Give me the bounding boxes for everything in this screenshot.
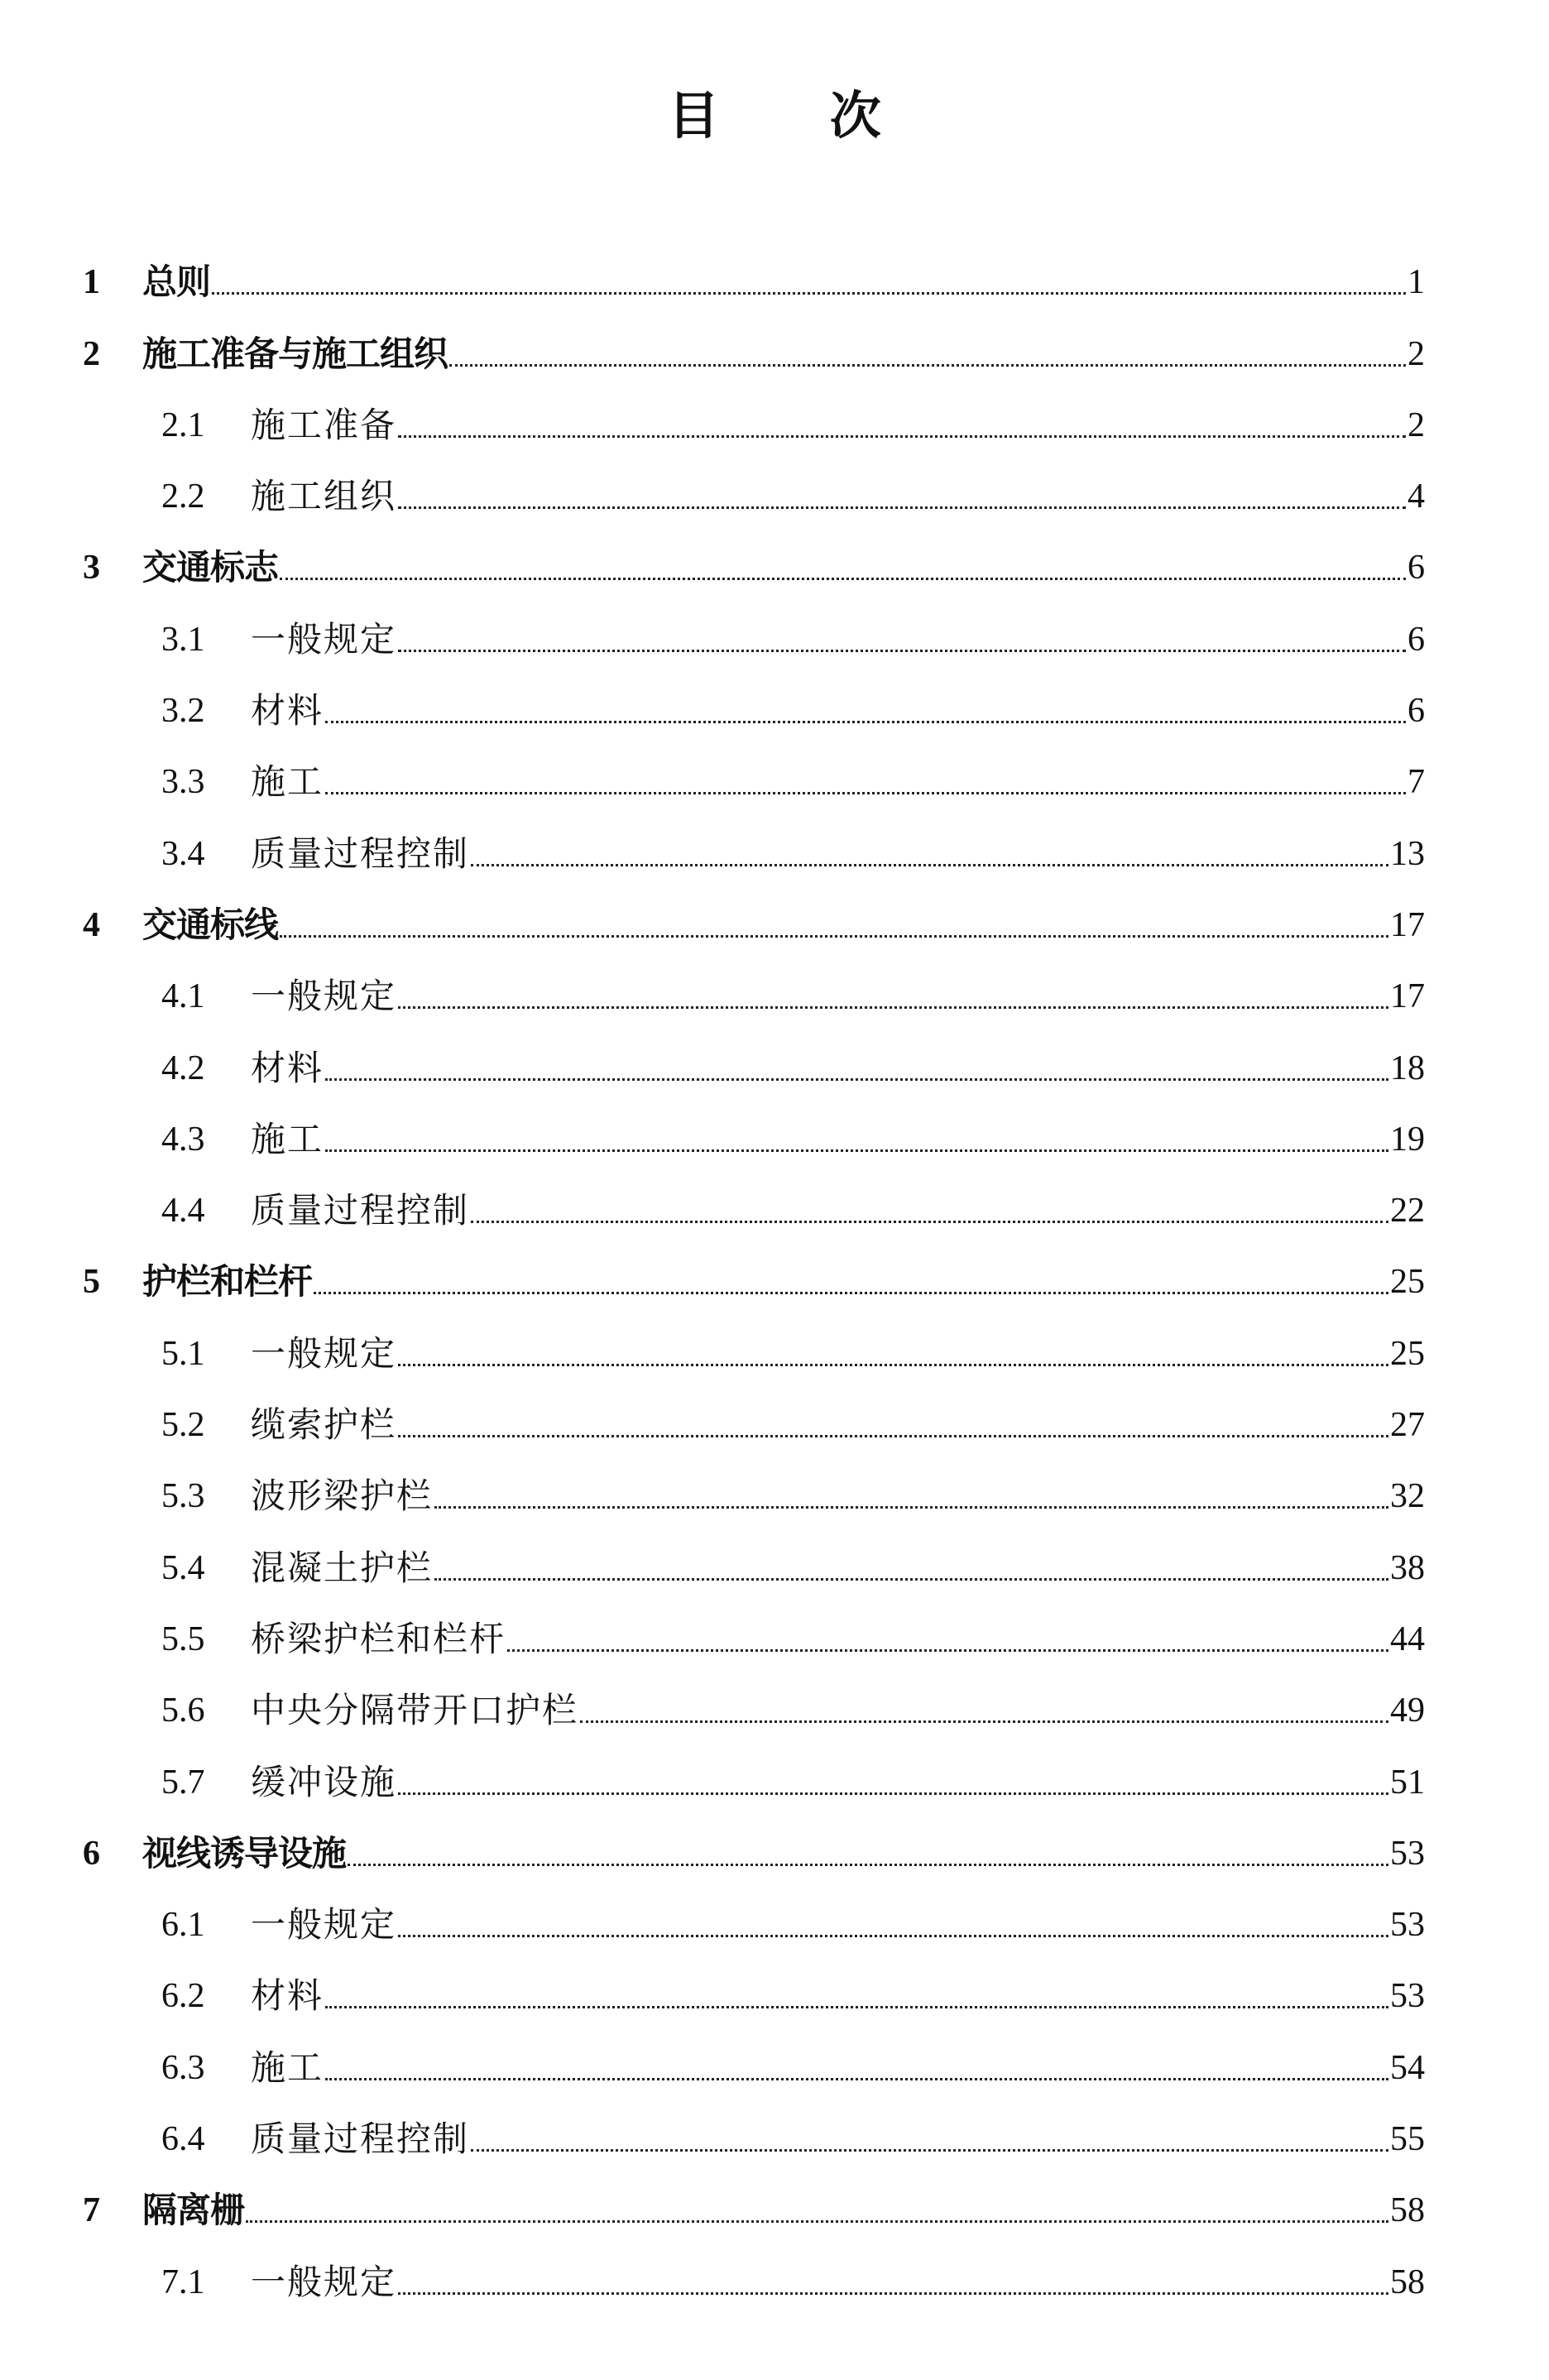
dot-leader bbox=[434, 1506, 1388, 1509]
toc-entry-number: 2 bbox=[83, 334, 100, 373]
dot-leader bbox=[398, 1935, 1388, 1937]
dot-leader bbox=[325, 1078, 1388, 1081]
toc-entry-label: 材料 bbox=[251, 690, 324, 732]
toc-entry-page-number: 38 bbox=[1390, 1548, 1425, 1587]
toc-entry-page-number: 27 bbox=[1390, 1406, 1425, 1445]
toc-entry-number: 5.5 bbox=[161, 1619, 205, 1658]
toc-entry-number: 1 bbox=[83, 263, 100, 302]
toc-entry-label: 质量过程控制 bbox=[251, 1190, 470, 1231]
toc-entry-label: 缓冲设施 bbox=[251, 1761, 397, 1802]
toc-entry-label: 施工准备与施工组织 bbox=[142, 333, 448, 374]
toc-section-entry[interactable] bbox=[83, 1448, 1425, 1519]
toc-entry-label: 视线诱导设施 bbox=[142, 1832, 347, 1874]
toc-entry-label: 交通标志 bbox=[142, 547, 279, 588]
toc-section-entry[interactable] bbox=[83, 2234, 1425, 2305]
toc-section-entry[interactable] bbox=[83, 1663, 1425, 1734]
toc-entry-number: 6.2 bbox=[161, 1977, 205, 2016]
toc-section-entry[interactable] bbox=[83, 1877, 1425, 1948]
dot-leader bbox=[434, 1578, 1388, 1581]
toc-entry-page-number: 32 bbox=[1390, 1477, 1425, 1516]
toc-section-entry[interactable] bbox=[83, 663, 1425, 734]
toc-entry-number: 5.1 bbox=[161, 1334, 205, 1373]
toc-entry-label: 护栏和栏杆 bbox=[142, 1261, 313, 1303]
toc-entry-number: 5.7 bbox=[161, 1763, 205, 1802]
dot-leader bbox=[325, 2078, 1388, 2080]
toc-entry-number: 4.2 bbox=[161, 1048, 205, 1087]
dot-leader bbox=[212, 292, 1406, 295]
toc-section-entry[interactable] bbox=[83, 948, 1425, 1020]
toc-entry-label: 质量过程控制 bbox=[251, 833, 470, 874]
toc-section-entry[interactable] bbox=[83, 377, 1425, 449]
toc-entry-page-number: 2 bbox=[1408, 405, 1425, 444]
toc-section-entry[interactable] bbox=[83, 1377, 1425, 1448]
dot-leader bbox=[348, 1864, 1388, 1866]
toc-chapter-entry[interactable] bbox=[83, 1234, 1425, 1305]
dot-leader bbox=[325, 1149, 1388, 1152]
toc-section-entry[interactable] bbox=[83, 591, 1425, 662]
toc-entry-page-number: 22 bbox=[1390, 1192, 1425, 1231]
toc-entry-label: 材料 bbox=[251, 1975, 324, 2017]
toc-section-entry[interactable] bbox=[83, 1092, 1425, 1163]
toc-entry-label: 混凝土护栏 bbox=[251, 1547, 434, 1588]
toc-entry-number: 3.4 bbox=[161, 834, 205, 873]
toc-entry-number: 2.2 bbox=[161, 477, 205, 516]
toc-entry-number: 5.6 bbox=[161, 1691, 205, 1730]
toc-entry-label: 一般规定 bbox=[251, 618, 397, 660]
toc-entry-page-number: 17 bbox=[1390, 977, 1425, 1016]
toc-entry-page-number: 19 bbox=[1390, 1120, 1425, 1159]
toc-entry-page-number: 51 bbox=[1390, 1763, 1425, 1802]
dot-leader bbox=[280, 578, 1406, 580]
toc-list bbox=[83, 234, 1425, 2306]
toc-section-entry[interactable] bbox=[83, 2019, 1425, 2090]
toc-entry-number: 4 bbox=[83, 905, 100, 944]
dot-leader bbox=[325, 2006, 1388, 2008]
toc-entry-number: 7.1 bbox=[161, 2262, 205, 2301]
toc-entry-number: 4.3 bbox=[161, 1120, 205, 1159]
toc-chapter-entry[interactable] bbox=[83, 1806, 1425, 1877]
dot-leader bbox=[398, 650, 1406, 652]
toc-entry-page-number: 18 bbox=[1390, 1048, 1425, 1087]
toc-entry-page-number: 1 bbox=[1408, 263, 1425, 302]
toc-entry-label: 波形梁护栏 bbox=[251, 1476, 434, 1517]
toc-chapter-entry[interactable] bbox=[83, 234, 1425, 305]
toc-entry-number: 6 bbox=[83, 1834, 100, 1873]
toc-entry-page-number: 44 bbox=[1390, 1619, 1425, 1658]
toc-entry-label: 总则 bbox=[142, 262, 211, 303]
toc-entry-label: 一般规定 bbox=[251, 1904, 397, 1946]
toc-entry-page-number: 53 bbox=[1390, 1906, 1425, 1945]
dot-leader bbox=[507, 1649, 1388, 1652]
toc-entry-number: 3.2 bbox=[161, 692, 205, 731]
toc-section-entry[interactable] bbox=[83, 805, 1425, 876]
dot-leader bbox=[398, 506, 1406, 509]
dot-leader bbox=[246, 2220, 1388, 2223]
toc-entry-number: 3.3 bbox=[161, 763, 205, 802]
toc-entry-page-number: 58 bbox=[1390, 2262, 1425, 2301]
toc-section-entry[interactable] bbox=[83, 1519, 1425, 1591]
toc-entry-label: 中央分隔带开口护栏 bbox=[251, 1690, 579, 1731]
dot-leader bbox=[325, 792, 1406, 794]
toc-entry-page-number: 17 bbox=[1390, 905, 1425, 944]
toc-entry-number: 5 bbox=[83, 1263, 100, 1302]
dot-leader bbox=[398, 1006, 1388, 1009]
toc-section-entry[interactable] bbox=[83, 1163, 1425, 1234]
toc-section-entry[interactable] bbox=[83, 1020, 1425, 1091]
toc-entry-number: 4.1 bbox=[161, 977, 205, 1016]
toc-entry-number: 5.2 bbox=[161, 1406, 205, 1445]
toc-entry-number: 6.1 bbox=[161, 1906, 205, 1945]
dot-leader bbox=[280, 935, 1388, 938]
dot-leader bbox=[325, 721, 1406, 723]
dot-leader bbox=[398, 2292, 1388, 2295]
toc-entry-number: 3 bbox=[83, 549, 100, 588]
toc-entry-number: 6.4 bbox=[161, 2120, 205, 2159]
dot-leader bbox=[471, 1221, 1388, 1223]
toc-entry-number: 6.3 bbox=[161, 2048, 205, 2087]
toc-entry-label: 施工 bbox=[251, 1118, 324, 1159]
toc-entry-page-number: 6 bbox=[1408, 549, 1425, 588]
toc-entry-page-number: 13 bbox=[1390, 834, 1425, 873]
dot-leader bbox=[398, 435, 1406, 438]
toc-entry-page-number: 6 bbox=[1408, 620, 1425, 659]
toc-entry-page-number: 25 bbox=[1390, 1263, 1425, 1302]
toc-entry-page-number: 7 bbox=[1408, 763, 1425, 802]
toc-entry-page-number: 54 bbox=[1390, 2048, 1425, 2087]
toc-chapter-entry[interactable] bbox=[83, 2162, 1425, 2234]
toc-entry-label: 隔离栅 bbox=[142, 2190, 245, 2231]
toc-entry-label: 施工 bbox=[251, 761, 324, 803]
dot-leader bbox=[471, 864, 1388, 866]
dot-leader bbox=[449, 364, 1406, 367]
toc-entry-label: 施工 bbox=[251, 2047, 324, 2088]
toc-chapter-entry[interactable] bbox=[83, 305, 1425, 377]
toc-entry-page-number: 53 bbox=[1390, 1977, 1425, 2016]
dot-leader bbox=[398, 1792, 1388, 1795]
toc-chapter-entry[interactable] bbox=[83, 877, 1425, 948]
toc-entry-page-number: 6 bbox=[1408, 692, 1425, 731]
toc-entry-number: 2.1 bbox=[161, 405, 205, 444]
toc-entry-label: 施工准备 bbox=[251, 404, 397, 445]
dot-leader bbox=[398, 1364, 1388, 1366]
toc-entry-label: 一般规定 bbox=[251, 1332, 397, 1374]
toc-entry-number: 5.4 bbox=[161, 1548, 205, 1587]
toc-entry-label: 一般规定 bbox=[251, 2261, 397, 2302]
toc-section-entry[interactable] bbox=[83, 1305, 1425, 1376]
dot-leader bbox=[471, 2149, 1388, 2152]
toc-entry-number: 7 bbox=[83, 2191, 100, 2230]
toc-section-entry[interactable] bbox=[83, 449, 1425, 520]
toc-section-entry[interactable] bbox=[83, 2091, 1425, 2162]
toc-section-entry[interactable] bbox=[83, 1734, 1425, 1805]
toc-entry-number: 5.3 bbox=[161, 1477, 205, 1516]
toc-entry-label: 质量过程控制 bbox=[251, 2118, 470, 2160]
toc-entry-page-number: 4 bbox=[1408, 477, 1425, 516]
toc-entry-label: 缆索护栏 bbox=[251, 1404, 397, 1446]
toc-entry-page-number: 53 bbox=[1390, 1834, 1425, 1873]
toc-entry-page-number: 55 bbox=[1390, 2120, 1425, 2159]
toc-entry-label: 施工组织 bbox=[251, 476, 397, 517]
toc-entry-label: 一般规定 bbox=[251, 976, 397, 1017]
dot-leader bbox=[580, 1720, 1388, 1723]
toc-entry-number: 3.1 bbox=[161, 620, 205, 659]
toc-entry-label: 桥梁护栏和栏杆 bbox=[251, 1618, 506, 1659]
toc-chapter-entry[interactable] bbox=[83, 520, 1425, 591]
dot-leader bbox=[398, 1435, 1388, 1437]
toc-section-entry[interactable] bbox=[83, 734, 1425, 805]
toc-section-entry[interactable] bbox=[83, 1591, 1425, 1663]
toc-entry-page-number: 58 bbox=[1390, 2191, 1425, 2230]
dot-leader bbox=[314, 1292, 1388, 1294]
toc-section-entry[interactable] bbox=[83, 1948, 1425, 2019]
toc-entry-label: 交通标线 bbox=[142, 904, 279, 945]
toc-entry-page-number: 2 bbox=[1408, 334, 1425, 373]
page-title: 目 次 bbox=[668, 85, 928, 146]
toc-entry-page-number: 25 bbox=[1390, 1334, 1425, 1373]
toc-entry-label: 材料 bbox=[251, 1047, 324, 1088]
toc-entry-page-number: 49 bbox=[1390, 1691, 1425, 1730]
toc-entry-number: 4.4 bbox=[161, 1192, 205, 1231]
